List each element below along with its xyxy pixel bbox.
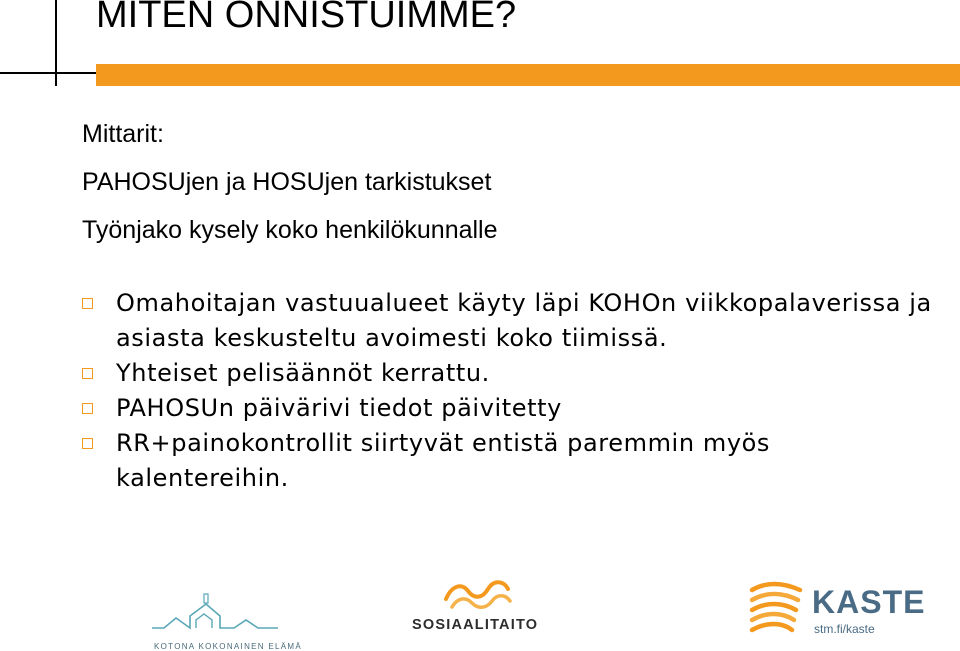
square-bullet-icon [82, 438, 93, 449]
sosiaalitaito-wave-icon [412, 577, 552, 615]
square-bullet-icon [82, 368, 93, 379]
title-rule-orange [96, 64, 960, 86]
house-icon [150, 590, 280, 640]
sosiaalitaito-logo [412, 577, 552, 637]
metric-item: PAHOSUjen ja HOSUjen tarkistukset [82, 168, 492, 196]
title-rule-left [0, 72, 96, 74]
kotona-logo-text: KOTONA KOKONAINEN ELÄMÄ [154, 642, 303, 651]
kaste-logo-name: KASTE [812, 584, 926, 620]
slide-title: MITEN ONNISTUIMME? [96, 0, 517, 36]
bullet-text: Yhteiset pelisäännöt kerrattu. [116, 359, 490, 387]
bullet-text: PAHOSUn päivärivi tiedot päivitetty [116, 394, 562, 422]
sosiaalitaito-logo-text: SOSIAALITAITO [412, 617, 539, 633]
metric-item: Työnjako kysely koko henkilökunnalle [82, 216, 498, 244]
bullet-text: Omahoitajan vastuualueet käyty läpi KOHOn viikkopalaverissa ja asiasta keskusteltu avoimesti koko tiimissä. [116, 289, 932, 352]
kaste-logo-url: stm.fi/kaste [814, 622, 875, 636]
bullet-list [82, 286, 942, 496]
logo-bar [0, 572, 960, 651]
bullet-item [82, 426, 942, 496]
bullet-item [82, 391, 942, 426]
kaste-logo [748, 580, 928, 640]
kotona-logo [150, 590, 303, 651]
bullet-item [82, 356, 942, 391]
bullet-text: RR+painokontrollit siirtyvät entistä paremmin myös kalentereihin. [116, 429, 771, 492]
bullet-item [82, 286, 942, 356]
metrics-heading: Mittarit: [82, 120, 164, 148]
metrics-block [82, 110, 498, 254]
kaste-stripes-icon [748, 580, 808, 636]
square-bullet-icon [82, 298, 93, 309]
square-bullet-icon [82, 403, 93, 414]
